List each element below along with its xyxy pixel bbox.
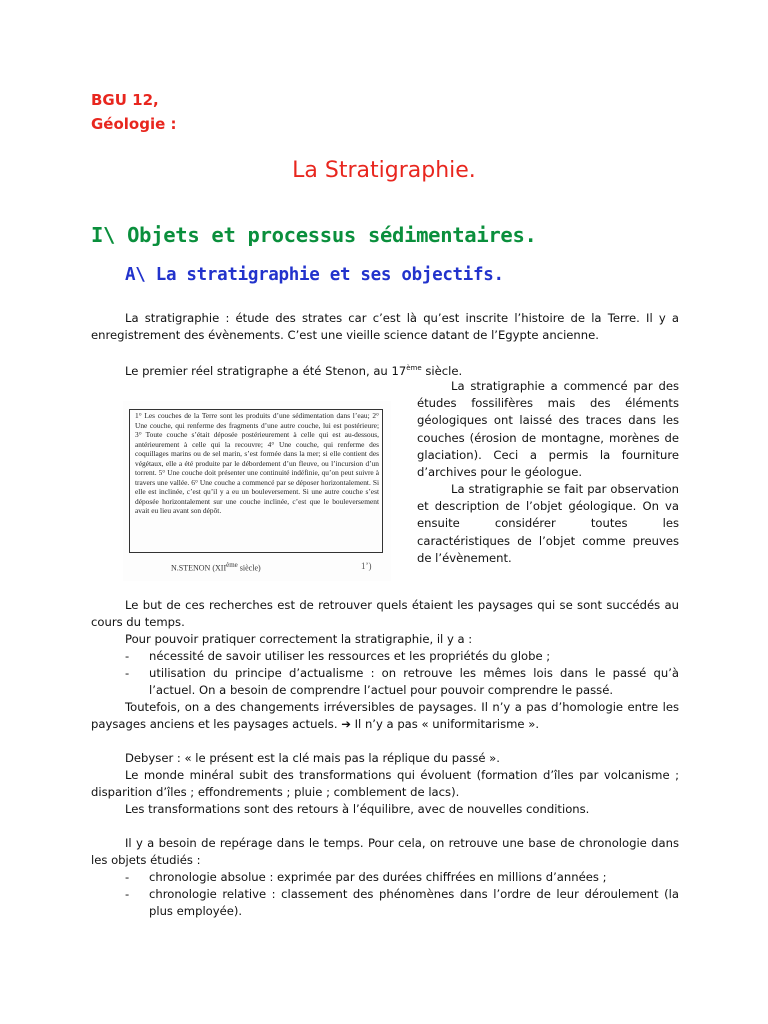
- scan-signature-sup: ème: [226, 561, 238, 569]
- paragraph-irreversible-conclusion: Il n’y a pas « uniformitarisme ».: [354, 717, 540, 732]
- paragraph-debyser: Debyser : « le présent est la clé mais pas la réplique du passé ».: [125, 751, 500, 765]
- side-paragraph-2: [417, 481, 679, 567]
- bullet-dash: -: [125, 666, 130, 680]
- paragraph-definition: [91, 310, 679, 344]
- paragraph-mineral: [91, 767, 679, 801]
- paragraph-chronology-text: Il y a besoin de repérage dans le temps. Pour cela, on retrouve une base de chronologie dans les objets étudiés :: [91, 836, 679, 868]
- bullet-item: chronologie relative : classement des phénomènes dans l’ordre de leur déroulement (la plus employée).: [149, 887, 679, 919]
- paragraph-goal: [91, 597, 679, 631]
- scan-text: 1° Les couches de la Terre sont les produits d’une sédimentation dans l’eau; 2° Une couche, qui renferme des fragments d’une autre couche, lui est postérieure; 3° Toute couche s’était déposée postérieurement à celle qui est au-dessous, antérieurement à celle qui la recouvre; 4° Une couche, qui renferme des coquillages marins ou de sel marin, s’est formée dans la mer; si elle contient des végétaux, elle a été produite par le débordement d’un fleuve, ou l’incursion d’un torrent. 5° Une couche doit présenter une continuité indéfinie, qu’on peut suivre à travers une vallée. 6° Une couche a commencé par se déposer horizontalement. Si elle est inclinée, c’est qu’il y a eu un bouleversement. Si une autre couche s’est déposée horizontalement sur une couche inclinée, c’est que le bouleversement avait eu lieu avant son dépôt.: [135, 411, 379, 515]
- paragraph-irreversible: [91, 699, 679, 733]
- stenon-text-end: siècle.: [421, 363, 463, 378]
- scan-signature-end: siècle): [237, 563, 261, 573]
- stenon-scan-image: [123, 401, 391, 581]
- bullet-item: nécessité de savoir utiliser les ressources et les propriétés du globe ;: [149, 649, 551, 663]
- subsection-heading: A\ La stratigraphie et ses objectifs.: [125, 265, 504, 285]
- bullet-item: chronologie absolue : exprimée par des durées chiffrées en millions d’années ;: [149, 870, 607, 884]
- page-title: La Stratigraphie.: [292, 158, 476, 183]
- course-subject: Géologie :: [91, 115, 177, 133]
- section-heading: I\ Objets et processus sédimentaires.: [91, 223, 537, 247]
- bullet-dash: -: [125, 887, 130, 901]
- bullet-dash: -: [125, 870, 130, 884]
- paragraph-irreversible-text: Toutefois, on a des changements irréversibles de paysages. Il n’y a pas d’homologie entre les paysages anciens et les paysages actuels.: [91, 700, 679, 732]
- scan-signature: [171, 561, 261, 573]
- side-paragraph-1: [417, 378, 679, 481]
- paragraph-practice: Pour pouvoir pratiquer correctement la stratigraphie, il y a :: [125, 632, 473, 646]
- paragraph-chronology: [91, 835, 679, 869]
- side-paragraph-1-text: La stratigraphie a commencé par des études fossilifères mais des éléments géologiques ont laissé des traces dans les couches (érosion de montagne, morènes de glaciation). Ceci a permis la fourniture d’archives pour le géologue.: [417, 379, 679, 480]
- stenon-text: Le premier réel stratigraphe a été Stenon, au 17: [125, 363, 407, 378]
- side-paragraph-2-text: La stratigraphie se fait par observation et description de l’objet géologique. On va ensuite considérer toutes les caractéristiques de l’objet comme preuves de l’évènement.: [417, 482, 679, 565]
- paragraph-goal-text: Le but de ces recherches est de retrouver quels étaient les paysages qui se sont succédés au cours du temps.: [91, 598, 679, 630]
- paragraph-transformations: Les transformations sont des retours à l’équilibre, avec de nouvelles conditions.: [125, 802, 590, 816]
- scan-signature-name: N.STENON (XII: [171, 563, 227, 573]
- bullet-item: utilisation du principe d’actualisme : on retrouve les mêmes lois dans le passé qu’à l’actuel. On a besoin de comprendre l’actuel pour pouvoir comprendre le passé.: [149, 666, 679, 698]
- paragraph-definition-text: La stratigraphie : étude des strates car c’est là qu’est inscrite l’histoire de la Terre. Il y a enregistrement des évènements. C’est une vieille science datant de l’Egypte ancienne.: [91, 311, 679, 343]
- stenon-century-sup: ème: [406, 364, 422, 372]
- scan-mark: 1’): [361, 561, 372, 571]
- paragraph-mineral-text: Le monde minéral subit des transformations qui évoluent (formation d’îles par volcanisme ; disparition d’îles ; effondrements ; pluie ; comblement de lacs).: [91, 768, 679, 800]
- bullet-dash: -: [125, 649, 130, 663]
- arrow-icon: ➔: [341, 717, 351, 732]
- course-code: BGU 12,: [91, 91, 159, 109]
